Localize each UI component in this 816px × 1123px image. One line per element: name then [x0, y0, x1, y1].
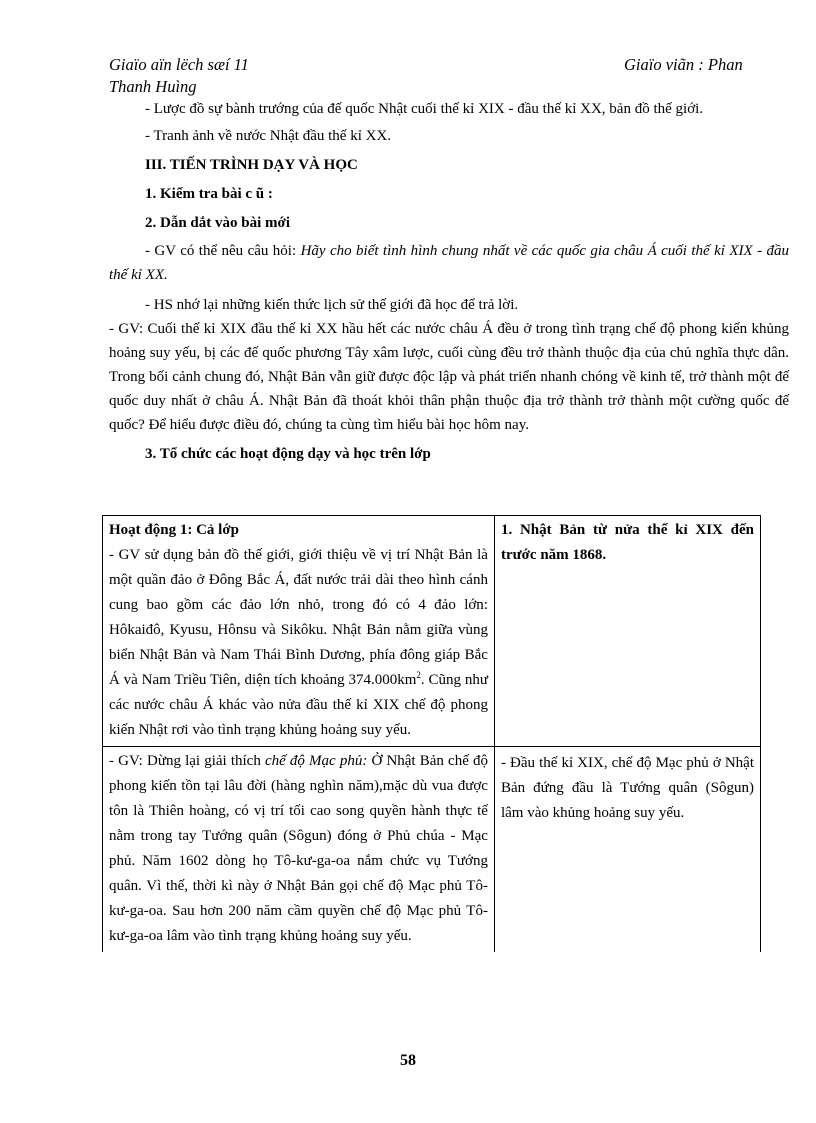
explanation-term: chế độ Mạc phủ:	[264, 753, 368, 769]
subsection-review: 1. Kiểm tra bài c ũ :	[145, 186, 273, 202]
activity-cell	[103, 516, 495, 747]
header-title: Giaïo aïn lëch sæí 11	[109, 55, 249, 74]
activity-cell	[103, 747, 495, 953]
content-text: - Đầu thế kỉ XIX, chế độ Mạc phủ ở Nhật Bản đứng đầu là Tướng quân (Sôgun) lâm vào khủng hoảng suy yếu.	[500, 755, 754, 821]
gv-question-text: Hãy cho biết tình hình chung nhất về các quốc gia châu Á cuối thế kỉ XIX - đầu thế kỉ XX.	[109, 243, 789, 283]
activity-text-end: . Cũng như các nước châu Á khác vào nửa đầu thế kỉ XIX chế độ phong kiến Nhật rơi vào tình trạng khủng hoảng suy yếu.	[109, 672, 488, 738]
explanation-text: Ở Nhật Bản chế độ phong kiến tồn tại lâu đời (hàng nghìn năm),mặc dù vua được tôn là Thiên hoàng, có vị trí tối cao song quyền hành thực tế nằm trong tay Tướng quân (Sôgun) đóng ở Phủ chúa - Mạc phủ. Năm 1602 dòng họ Tô-kư-ga-oa nắm chức vụ Tướng quân. Vì thế, thời kì này ở Nhật Bản gọi chế độ Mạc phủ Tô-kư-ga-oa. Sau hơn 200 năm cầm quyền chế độ Mạc phủ Tô-kư-ga-oa lâm vào tình trạng khủng hoảng suy yếu.	[109, 753, 488, 944]
hs-answer: - HS nhớ lại những kiến thức lịch sử thế giới đã học để trả lời.	[145, 297, 519, 313]
activity-text	[109, 543, 488, 743]
lesson-table	[102, 515, 761, 952]
superscript: 2	[416, 670, 421, 680]
material-item-map: - Lược đồ sự bành trướng của đế quốc Nhật cuối thế kỉ XIX - đầu thế kỉ XX, bản đồ thế giới.	[145, 101, 704, 117]
content-cell	[494, 747, 760, 953]
subsection-activities: 3. Tổ chức các hoạt động dạy và học trên lớp	[145, 446, 431, 462]
page-number: 58	[400, 1052, 416, 1069]
section-title: III. TIẾN TRÌNH DẠY VÀ HỌC	[145, 157, 358, 173]
gv-question-prefix: - GV có thể nêu câu hỏi:	[145, 243, 301, 259]
header-teacher-name: Thanh Huìng	[109, 77, 197, 96]
content-cell	[494, 516, 760, 747]
table-row	[103, 516, 761, 747]
activity-title: Hoạt động 1: Cả lớp	[109, 522, 239, 538]
gv-question	[109, 239, 789, 287]
explanation-prefix: - GV: Dừng lại giải thích	[109, 753, 265, 769]
header-teacher: Giaïo viãn : Phan	[624, 55, 743, 74]
table-row	[103, 747, 761, 953]
intro-section	[109, 97, 789, 466]
activity-text-main: - GV sử dụng bản đồ thế giới, giới thiệu về vị trí Nhật Bản là một quần đảo ở Đông Bắc Á, đất nước trải dài theo hình cánh cung bao gồm các đảo lớn nhỏ, trong đó có 4 đảo lớn: Hôkaiđô, Kyusu, Hônsu và Sikôku. Nhật Bản nằm giữa vùng biển Nhật Bản và Nam Thái Bình Dương, phía đông giáp Bắc Á và Nam Triều Tiên, diện tích khoảng 374.000km	[109, 547, 488, 688]
material-item-pictures: - Tranh ảnh về nước Nhật đầu thế kỉ XX.	[145, 128, 392, 144]
content-title: 1. Nhật Bản từ nửa thế kỉ XIX đến trước năm 1868.	[500, 522, 754, 563]
gv-paragraph: - GV: Cuối thế kỉ XIX đầu thế kỉ XX hầu hết các nước châu Á đều ở trong tình trạng chế độ phong kiến khủng hoảng suy yếu, bị các đế quốc phương Tây xâm lược, cuối cùng đều trở thành thuộc địa của chủ nghĩa thực dân. Trong bối cảnh chung đó, Nhật Bản vẫn giữ được độc lập và phát triển nhanh chóng về kinh tế, trở thành một đế quốc duy nhất ở châu Á. Nhật Bản đã thoát khỏi thân phận thuộc địa trở thành trở thành một cường quốc đế quốc? Để hiểu được điều đó, chúng ta cùng tìm hiểu bài học hôm nay.	[109, 321, 789, 433]
subsection-intro: 2. Dẫn dắt vào bài mới	[145, 215, 290, 231]
